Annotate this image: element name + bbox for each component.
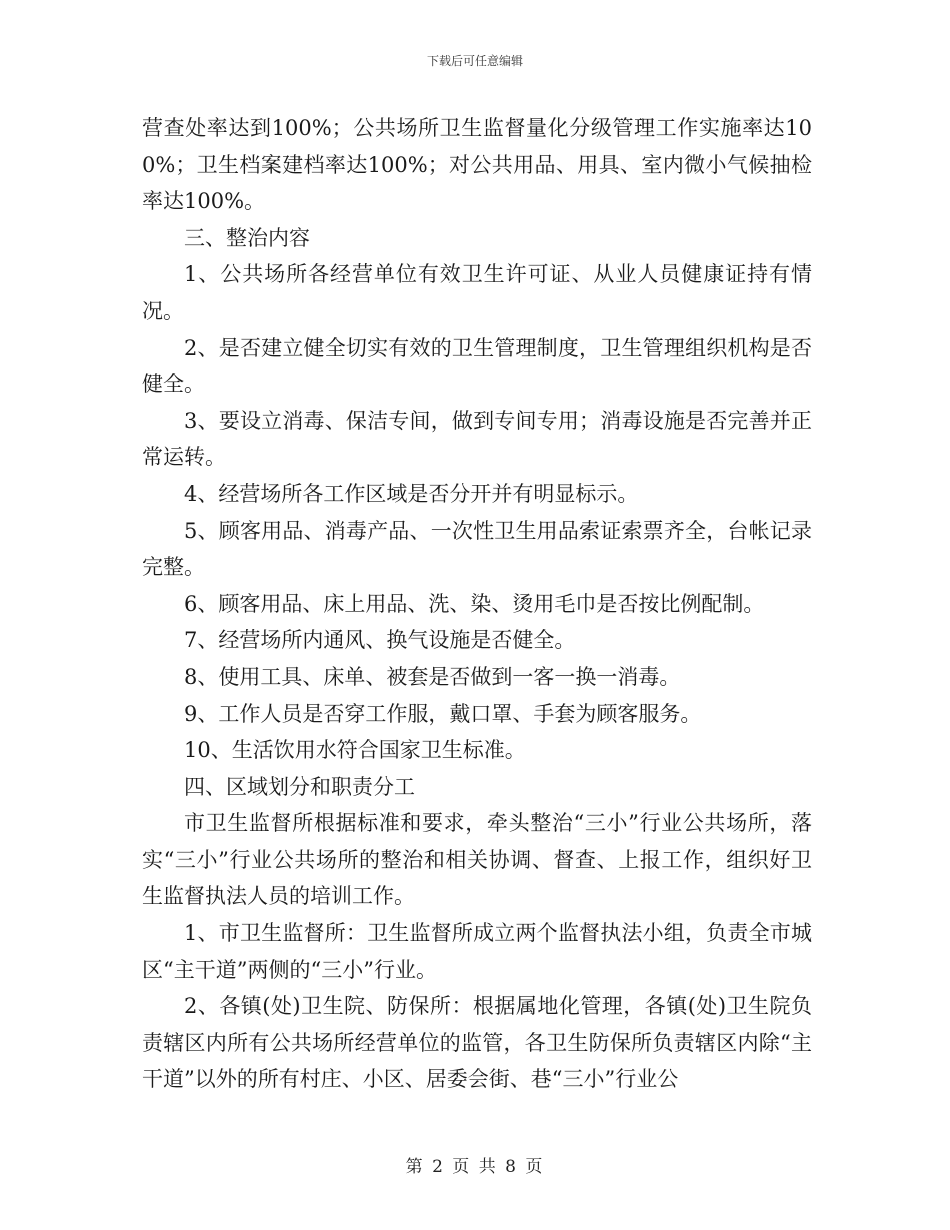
document-body xyxy=(142,110,812,1098)
page-header: 下载后可任意编辑 xyxy=(426,54,523,68)
list-item: 4、经营场所各工作区域是否分开并有明显标示。 xyxy=(184,481,639,506)
list-item: 6、顾客用品、床上用品、洗、染、烫用毛巾是否按比例配制。 xyxy=(184,591,765,616)
list-item: 1、市卫生监督所：卫生监督所成立两个监督执法小组，负责全市城区“主干道”两侧的“三小”行业。 xyxy=(142,921,812,982)
list-item: 2、各镇(处)卫生院、防保所：根据属地化管理，各镇(处)卫生院负责辖区内所有公共场所经营单位的监管，各卫生防保所负责辖区内除“主干道”以外的所有村庄、小区、居委会街、巷“三小”行业公 xyxy=(142,994,812,1092)
section-heading: 四、区域划分和职责分工 xyxy=(184,774,415,799)
paragraph: 市卫生监督所根据标准和要求，牵头整治“三小”行业公共场所，落实“三小”行业公共场所的整治和相关协调、督查、上报工作，组织好卫生监督执法人员的培训工作。 xyxy=(142,811,812,909)
paragraph: 营查处率达到100%；公共场所卫生监督量化分级管理工作实施率达100%；卫生档案建档率达100%；对公共用品、用具、室内微小气候抽检率达100%。 xyxy=(142,116,812,214)
list-item: 10、生活饮用水符合国家卫生标准。 xyxy=(184,738,526,763)
list-item: 5、顾客用品、消毒产品、一次性卫生用品索证索票齐全，台帐记录完整。 xyxy=(142,518,812,580)
page-number: 第 2 页 共 8 页 xyxy=(405,1157,545,1177)
list-item: 1、公共场所各经营单位有效卫生许可证、从业人员健康证持有情况。 xyxy=(142,262,812,323)
list-item: 2、是否建立健全切实有效的卫生管理制度，卫生管理组织机构是否健全。 xyxy=(142,335,812,397)
section-heading: 三、整治内容 xyxy=(184,225,310,250)
list-item: 3、要设立消毒、保洁专间，做到专间专用；消毒设施是否完善并正常运转。 xyxy=(142,408,812,470)
list-item: 8、使用工具、床单、被套是否做到一客一换一消毒。 xyxy=(184,664,681,689)
list-item: 7、经营场所内通风、换气设施是否健全。 xyxy=(184,628,576,653)
list-item: 9、工作人员是否穿工作服，戴口罩、手套为顾客服务。 xyxy=(184,701,702,726)
